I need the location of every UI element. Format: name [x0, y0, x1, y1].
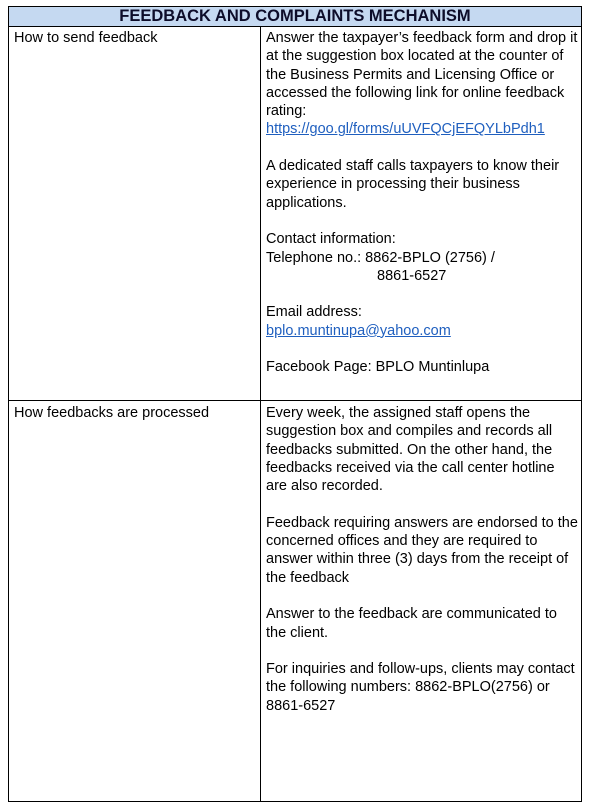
contact-info — [266, 230, 578, 285]
row-label: How to send feedback — [14, 30, 158, 46]
email-link[interactable]: bplo.muntinupa@yahoo.com — [266, 322, 451, 339]
feedback-table — [8, 6, 582, 802]
row-content — [266, 404, 578, 715]
contact-label: Contact information: — [266, 231, 396, 248]
process-paragraph-2: Feedback requiring answers are endorsed to the concerned offices and they are required to answer within three (3) days from the receipt of the feedback — [266, 514, 578, 586]
table-row — [9, 27, 581, 401]
row-content — [266, 29, 578, 377]
staff-text: A dedicated staff calls taxpayers to know their experience in processing their business applications. — [266, 158, 560, 211]
telephone-line: Telephone no.: 8862-BPLO (2756) / — [266, 249, 495, 266]
process-paragraph-1: Every week, the assigned staff opens the suggestion box and compiles and records all feedbacks submitted. On the other hand, the feedbacks received via the call center hotline are also recorded. — [266, 405, 555, 495]
telephone-line-2: 8861-6527 — [377, 267, 447, 284]
intro-text — [266, 29, 578, 139]
feedback-form-link[interactable]: https://goo.gl/forms/uUVFQCjEFQYLbPdh1 — [266, 121, 545, 138]
facebook-page: Facebook Page: BPLO Muntinlupa — [266, 359, 490, 376]
row-label: How feedbacks are processed — [14, 405, 210, 421]
process-paragraph-3: Answer to the feedback are communicated to the client. — [266, 606, 557, 641]
email-label: Email address: — [266, 304, 362, 321]
table-title: FEEDBACK AND COMPLAINTS MECHANISM — [9, 7, 581, 27]
process-paragraph-4: For inquiries and follow-ups, clients may contact the following numbers: 8862-BPLO(2756) or 8861-6527 — [266, 661, 575, 714]
table-row — [9, 402, 581, 801]
email-info — [266, 303, 578, 340]
intro-paragraph: Answer the taxpayer’s feedback form and drop it at the suggestion box located at the counter of the Business Permits and Licensing Office or accessed the following link for online feedback rating: — [266, 30, 578, 120]
